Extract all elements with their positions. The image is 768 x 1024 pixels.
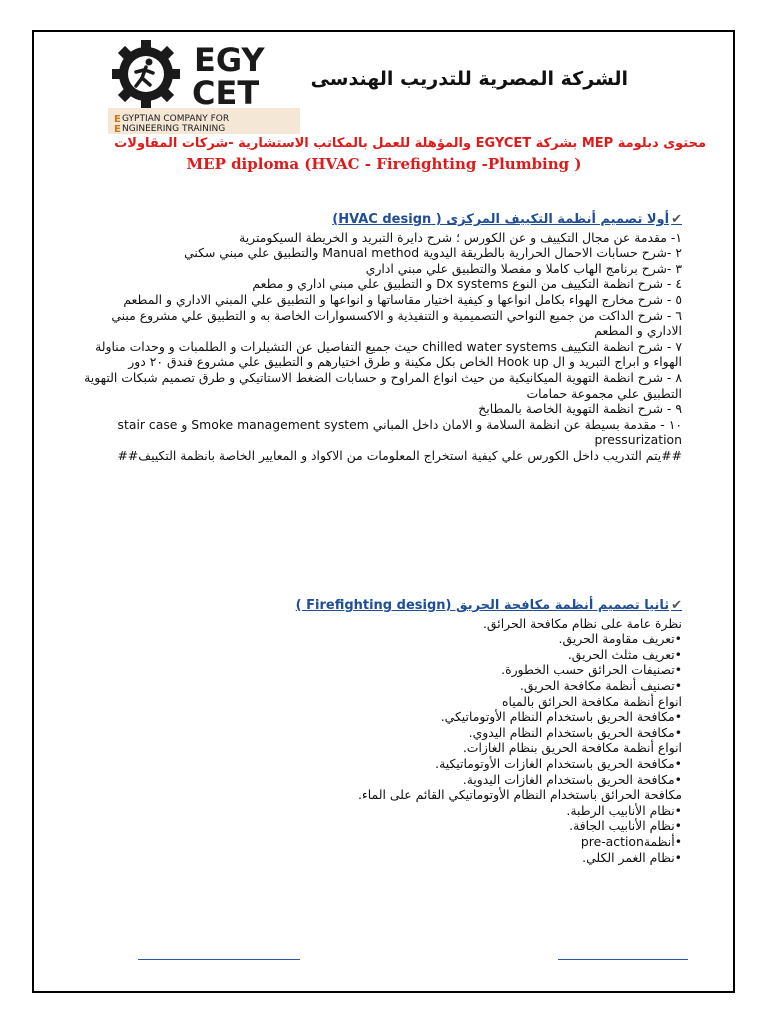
diploma-subtitle-english: MEP diploma (HVAC - Firefighting -Plumbing ) [186, 155, 582, 173]
fire-line: مكافحة الحرائق باستخدام النظام الأوتوماتيكي القائم على الماء. [357, 787, 682, 803]
check-icon: ✔ [671, 212, 682, 227]
fire-line: •نظام الأنابيب الرطبة. [566, 802, 682, 818]
footer-line-right [558, 959, 688, 960]
logo-letter-2: E [114, 124, 121, 134]
hvac-heading [82, 212, 682, 228]
hvac-section [82, 212, 682, 464]
fire-line: •مكافحة الحريق باستخدام الغازات اليدوية. [462, 771, 682, 787]
fire-line: •نظام الغمر الكلي. [582, 849, 682, 865]
fire-line: •نظام الأنابيب الجافة. [569, 818, 682, 834]
company-name: الشركة المصرية للتدريب الهندسى [310, 68, 628, 90]
footer-line-left [138, 959, 300, 960]
hvac-item: ١٠ - مقدمة بسيطة عن انظمة السلامة و الامان داخل المباني Smoke management system و stair case pressurization [117, 416, 682, 448]
hvac-item: ٨ - شرح انظمة التهوية الميكانيكية من حيث انواع المراوح و حسابات الضغط الاستاتيكي و طرق تصميم شبكات التهوية التطبيق علي مجموعة حمامات [84, 369, 682, 401]
fire-heading-text: ثانيا تصميم أنظمة مكافحة الحريق (Firefighting design ) [295, 598, 670, 613]
firefighting-section [82, 598, 682, 865]
hvac-item: ١- مقدمة عن مجال التكييف و عن الكورس ؛ شرح دايرة التبريد و الخريطة السيكومترية [239, 229, 682, 245]
hvac-note: ##يتم التدريب داخل الكورس علي كيفية استخراج المعلومات من الاكواد و المعايير الخاصة بانظمة التكييف## [117, 447, 682, 463]
fire-line: •تعريف مثلث الحريق. [567, 646, 682, 662]
fire-line: •مكافحة الحريق باستخدام النظام اليدوي. [468, 724, 682, 740]
gear-runner-icon [112, 40, 180, 108]
hvac-item: ٢ -شرح حسابات الاحمال الحرارية بالطريقة اليدوية Manual method والتطبيق علي مبني سكني [184, 245, 682, 261]
fire-line: •أنظمةpre-action [580, 833, 682, 849]
check-icon: ✔ [671, 598, 682, 613]
hvac-item: ٣ -شرح برنامج الهاب كاملا و مفصلا والتطبيق علي مبني اداري [365, 260, 682, 276]
fire-line: •مكافحة الحريق باستخدام الغازات الأوتوماتيكية. [435, 755, 682, 771]
fire-line: •تصنيفات الحرائق حسب الخطورة. [501, 662, 682, 678]
diploma-subtitle-arabic: محتوى دبلومة MEP بشركة EGYCET والمؤهلة للعمل بالمكاتب الاستشارية -شركات المقاولات [114, 136, 706, 151]
fire-line: انواع أنظمة مكافحة الحرائق بالمياه [501, 693, 682, 709]
hvac-heading-text: أولا تصميم أنظمة التكييف المركزى ( HVAC design) [332, 212, 670, 227]
logo-line1: EGY [194, 41, 265, 79]
fire-heading [82, 598, 682, 614]
logo-letter-1: E [114, 114, 121, 125]
fire-line: •تعريف مقاومة الحريق. [558, 631, 682, 647]
hvac-item: ٩ - شرح انظمة التهوية الخاصة بالمطابخ [478, 401, 682, 417]
hvac-item: ٦ - شرح الداكت من جميع النواحي التصميمية و التنفيذية و الاكسسوارات الخاصة به و التطبيق علي مشروع مبني الاداري و المطعم [111, 307, 682, 339]
company-logo [108, 38, 300, 134]
fire-line: نظرة عامة على نظام مكافحة الحرائق. [482, 615, 682, 631]
fire-line: •مكافحة الحريق باستخدام النظام الأوتوماتيكي. [440, 709, 682, 725]
fire-line: •تصنيف أنظمة مكافحة الحريق. [519, 677, 682, 693]
hvac-item: ٧ - شرح انظمة التكييف chilled water systems حيث جميع التفاصيل عن التشيلرات و الطلمبات و وحدات مناولة الهواء و ابراج التبريد و ال Hook up الخاص بكل مكينة و طرق اختيارهم و التطبيق علي مشروع فندق ٢٠ دور [95, 338, 682, 370]
logo-tagline-1: GYPTIAN COMPANY FOR [122, 114, 230, 124]
logo-tagline-2: NGINEERING TRAINING [122, 124, 226, 134]
fire-line: انواع أنظمة مكافحة الحريق بنظام الغازات. [462, 740, 682, 756]
hvac-item: ٥ - شرح مخارج الهواء بكامل انواعها و كيفية اختيار مقاساتها و انواعها و التطبيق علي المبني الاداري و المطعم [123, 291, 682, 307]
logo-line2: CET [192, 74, 260, 112]
hvac-item: ٤ - شرح انظمة التكييف من النوع Dx systems و التطبيق علي مبني اداري و مطعم [252, 276, 682, 292]
